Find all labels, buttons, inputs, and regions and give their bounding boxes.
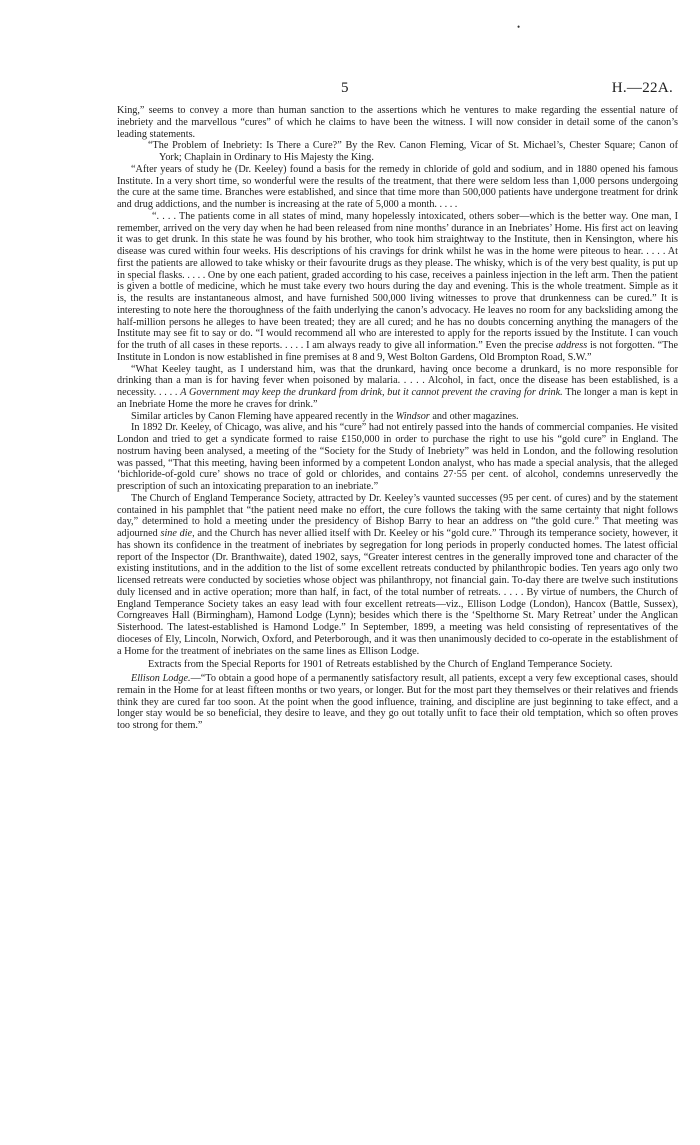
paragraph-8-italic: sine die,: [160, 528, 195, 539]
paragraph-5-italic: A Government may keep the drunkard from drink, but it cannot prevent the craving for drink.: [180, 387, 563, 398]
paragraph-7: In 1892 Dr. Keeley, of Chicago, was alive, and his “cure” had not entirely passed into the hands of commercial companies. He visited London and tried to get a syndicate formed to raise £150,000 in order to purchase the right to use his “gold cure” in England. The nostrum having been analysed, a meeting of the “Society for the Study of Inebriety” was held in London, and the following resolution was passed, “That this meeting, having been informed by a competent London analyst, who has made a special analysis, that the alleged ‘bichloride-of-gold cure’ shows no trace of gold or chlorides, and contains 27·55 per cent. of alcohol, condemns unreservedly the prescription of such an intoxicating preparation to an inebriate.”: [117, 422, 678, 492]
paragraph-4: [117, 211, 678, 364]
paragraph-6-tail: and other magazines.: [432, 410, 519, 422]
corner-mark: •: [517, 22, 521, 32]
citation-paragraph: “The Problem of Inebriety: Is There a Cure?” By the Rev. Canon Fleming, Vicar of St. Michael’s, Chester Square; Canon of York; Chaplain in Ordinary to His Majesty the King.: [148, 140, 678, 163]
paragraph-4-text: “. . . . The patients come in all states of mind, many hopelessly intoxicated, others sober—which is the better way. One man, I remember, arrived on the very day when he had been released from nine months’ durance in an Inebriates’ Home. His first act on leaving it was to get drunk. In this state he was found by his brother, who took him straightway to the Institute, then in Kensington, where his disease was cured within four weeks. His descriptions of his cravings for drink whilst he was in the home were piteous to hear. . . . . At first the patients are allowed to take whisky or their favourite drugs as they please. The whisky, which is of the very best quality, is put up in special flasks. . . . . One by one each patient, graded according to his case, receives a painless injection in the left arm. Then the patient is given a bottle of medicine, which he must take every two hours during the day and evening. This is the whole treatment. Simple as it is, the results are instantaneous almost, and have furnished 500,000 living witnesses to prove that drunkenness can be cured.” It is interesting to note here the thoroughness of the faith underlying the canon’s advocacy. He leaves no room for any backsliding among the half-million persons he alleges to have been treated; they are all cured; and he has no doubts concerning anything the managers of the Institute may see fit to say or do. “I would recommend all who are interested to apply for the reports issued by the Institute. I can vouch for the truth of all cases in these reports. . . . . I am always ready to give all information.” Even the precise: [117, 210, 678, 351]
paragraph-3: “After years of study he (Dr. Keeley) found a basis for the remedy in chloride of gold and sodium, and in 1880 opened his famous Institute. In a very short time, so wonderful were the results of the treatment, that there were seldom less than 1,000 persons undergoing the cure at the same time. Branches were established, and since that time more than 500,000 patients have undergone treatment for drink and drug addictions, and the number is increasing at the rate of 5,000 a month. . . . .: [117, 163, 678, 210]
paragraph-10-italic: Ellison Lodge.: [131, 673, 191, 684]
paragraph-10: [117, 673, 678, 732]
document-reference: H.—22A.: [611, 80, 673, 96]
paragraph-1: King,” seems to convey a more than human sanction to the assertions which he ventures to make regarding the essential nature of inebriety and the marvellous “cures” of which he claims to have been the witness. I will now consider in detail some of the canon’s leading statements.: [117, 105, 678, 140]
page-number: 5: [341, 80, 349, 96]
paragraph-8-tail: and the Church has never allied itself with Dr. Keeley or his “gold cure.” Through its temperance society, however, it has shown its confidence in the treatment of inebriates by segregation for long periods in properly conducted homes. The latest official report of the Inspector (Dr. Branthwaite), dated 1902, says, “Greater interest centres in the generally improved tone and character of the existing institutions, and in the addition to the list of some excellent retreats conducted by philanthropic bodies. Ten years ago only two licensed retreats were conducted by societies whose object was philanthropy, not financial gain. To-day there are twelve such institutions duly licensed and in active operation; more than half, in fact, of the total number of retreats. . . . . By virtue of numbers, the Church of England Temperance Society takes an easy lead with four excellent retreats—viz., Ellison Lodge (London), Hancox (Battle, Sussex), Corngreaves Hall (Birmingham), Hamond Lodge (Lynn); besides which there is the ‘Spelthorne St. Mary Retreat’ under the Anglican Sisterhood. The latest-established is Hamond Lodge.” In September, 1899, a meeting was held consisting of representatives of the dioceses of Ely, Lincoln, Norwich, Oxford, and Peterborough, and it was then unanimously decided to co-operate in the establishment of a Home for the treatment of inebriates on the same lines as Ellison Lodge.: [117, 528, 679, 657]
paragraph-5-tail: The longer a man is kept in an Inebriate Home the more he craves for drink.”: [117, 387, 679, 410]
paragraph-4-italic: address: [555, 340, 588, 351]
paragraph-8-text: The Church of England Temperance Society, attracted by Dr. Keeley’s vaunted successes (95 per cent. of cures) and by the statement contained in his pamphlet that “the patient need make no effort, the cure follows the taking with the same certainty that night follows day,” determined to hold a meeting under the presidency of Bishop Barry to hear an address on “the gold cure.” That meeting was adjourned: [117, 492, 678, 539]
paragraph-4-tail: is not forgotten. “The Institute in London is now established in fine premises at 8 and 9, West Bolton Gardens, Old Brompton Road, S.W.”: [117, 340, 678, 363]
paragraph-6: [117, 411, 678, 423]
extracts-heading: Extracts from the Special Reports for 1901 of Retreats established by the Church of England Temperance Society.: [148, 659, 613, 671]
paragraph-10-text: —“To obtain a good hope of a permanently satisfactory result, all patients, except a very few exceptional cases, should remain in the Home for at least fifteen months or two years, or longer. But for the most part they themselves or their relatives and friends think they are cured far too soon. At the point when the good influence, training, and discipline are just beginning to take effect, and a longer stay would be so beneficial, they desire to leave, and they go out totally unfit to face their old temptation, which so often proves too strong for them.”: [117, 673, 678, 731]
body-text: [117, 105, 678, 732]
paragraph-8: [117, 493, 678, 658]
paragraph-5-text: “What Keeley taught, as I understand him, was that the drunkard, having once become a drunkard, is no more responsible for drinking than a man is for having fever when poisoned by malaria. . . . . Alcohol, in fact, once the disease has been established, is a necessity. . . . .: [117, 363, 678, 398]
paragraph-6-text: Similar articles by Canon Fleming have appeared recently in the: [131, 410, 394, 422]
paragraph-5: [117, 364, 678, 411]
paragraph-6-italic: Windsor: [395, 410, 430, 422]
